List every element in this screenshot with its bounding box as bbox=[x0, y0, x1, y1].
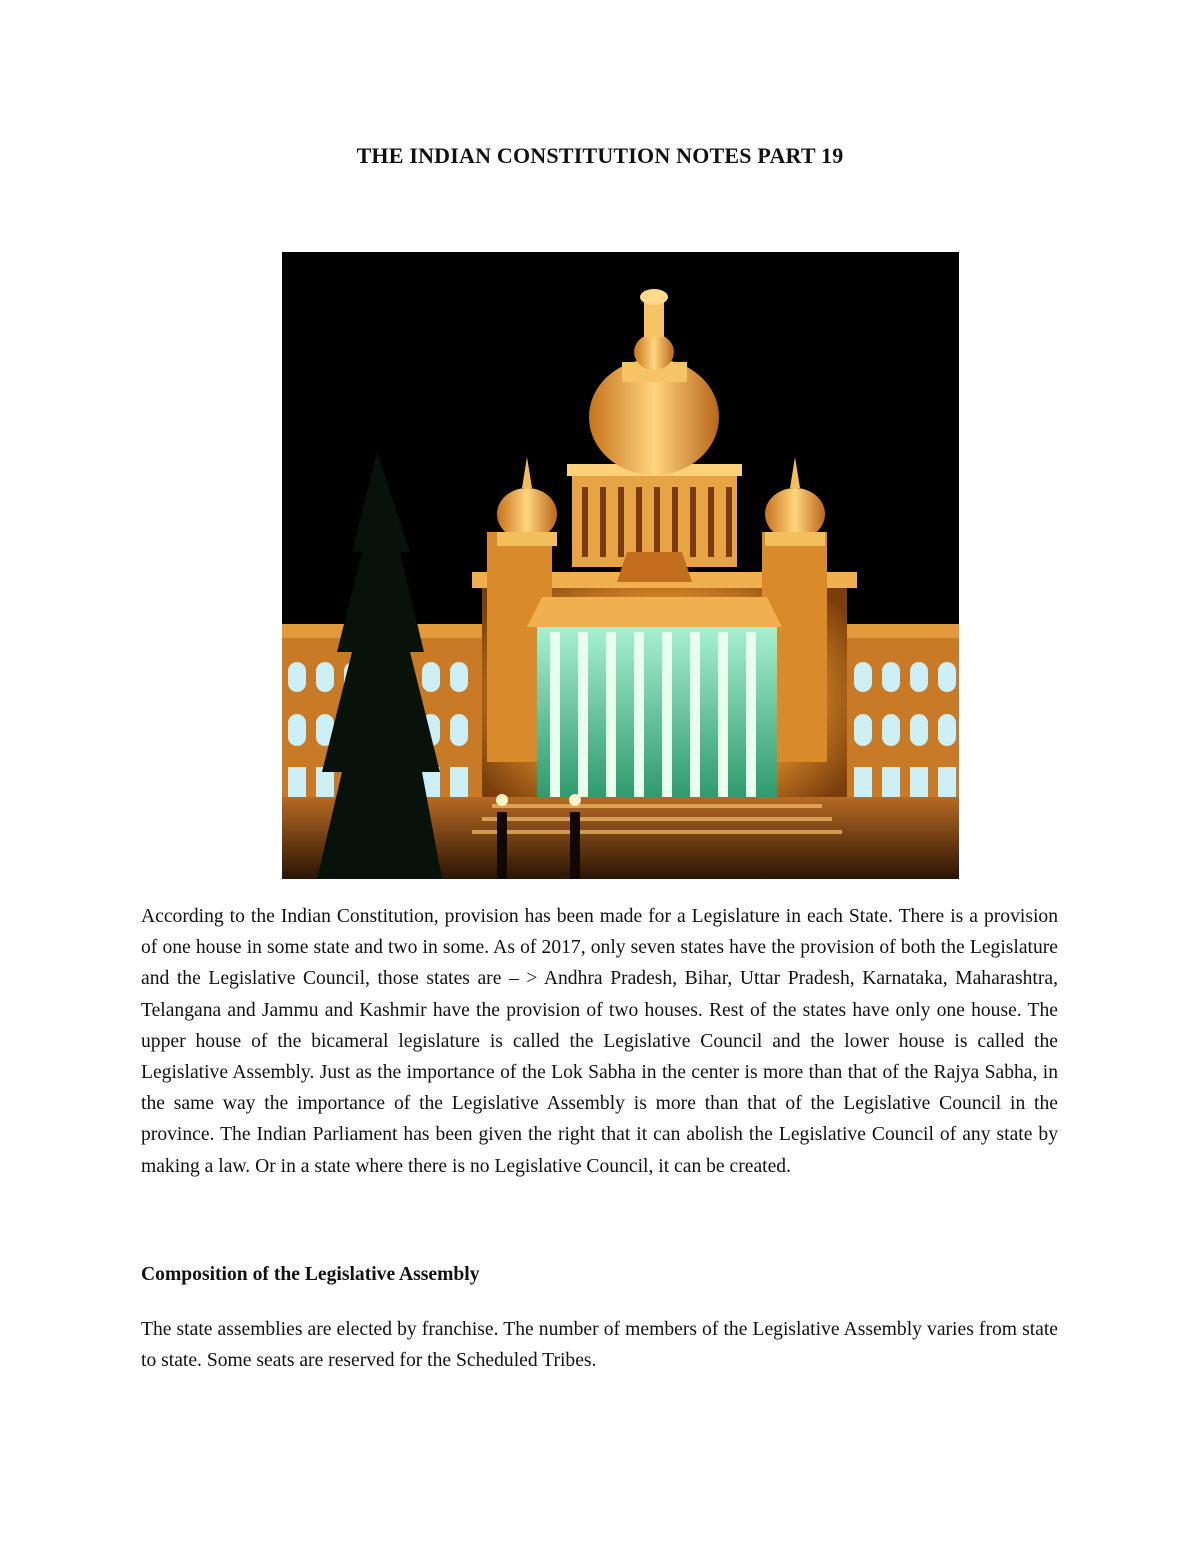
legislature-building-photo bbox=[282, 252, 959, 879]
section-heading: Composition of the Legislative Assembly bbox=[141, 1264, 480, 1285]
intro-paragraph: According to the Indian Constitution, provision has been made for a Legislature in each State. There is a provision of one house in some state and two in some. As of 2017, only seven states have the provision of both the Legislature and the Legislative Council, those states are – > Andhra Pradesh, Bihar, Uttar Pradesh, Karnataka, Maharashtra, Telangana and Jammu and Kashmir have the provision of two houses. Rest of the states have only one house. The upper house of the bicameral legislature is called the Legislative Council and the lower house is called the Legislative Assembly. Just as the importance of the Lok Sabha in the center is more than that of the Rajya Sabha, in the same way the importance of the Legislative Assembly is more than that of the Legislative Council in the province. The Indian Parliament has been given the right that it can abolish the Legislative Council of any state by making a law. Or in a state where there is no Legislative Council, it can be created. bbox=[141, 906, 1058, 1177]
page-title: THE INDIAN CONSTITUTION NOTES PART 19 bbox=[356, 143, 844, 168]
composition-paragraph: The state assemblies are elected by franchise. The number of members of the Legislative Assembly varies from state to state. Some seats are reserved for the Scheduled Tribes. bbox=[141, 1319, 1058, 1372]
